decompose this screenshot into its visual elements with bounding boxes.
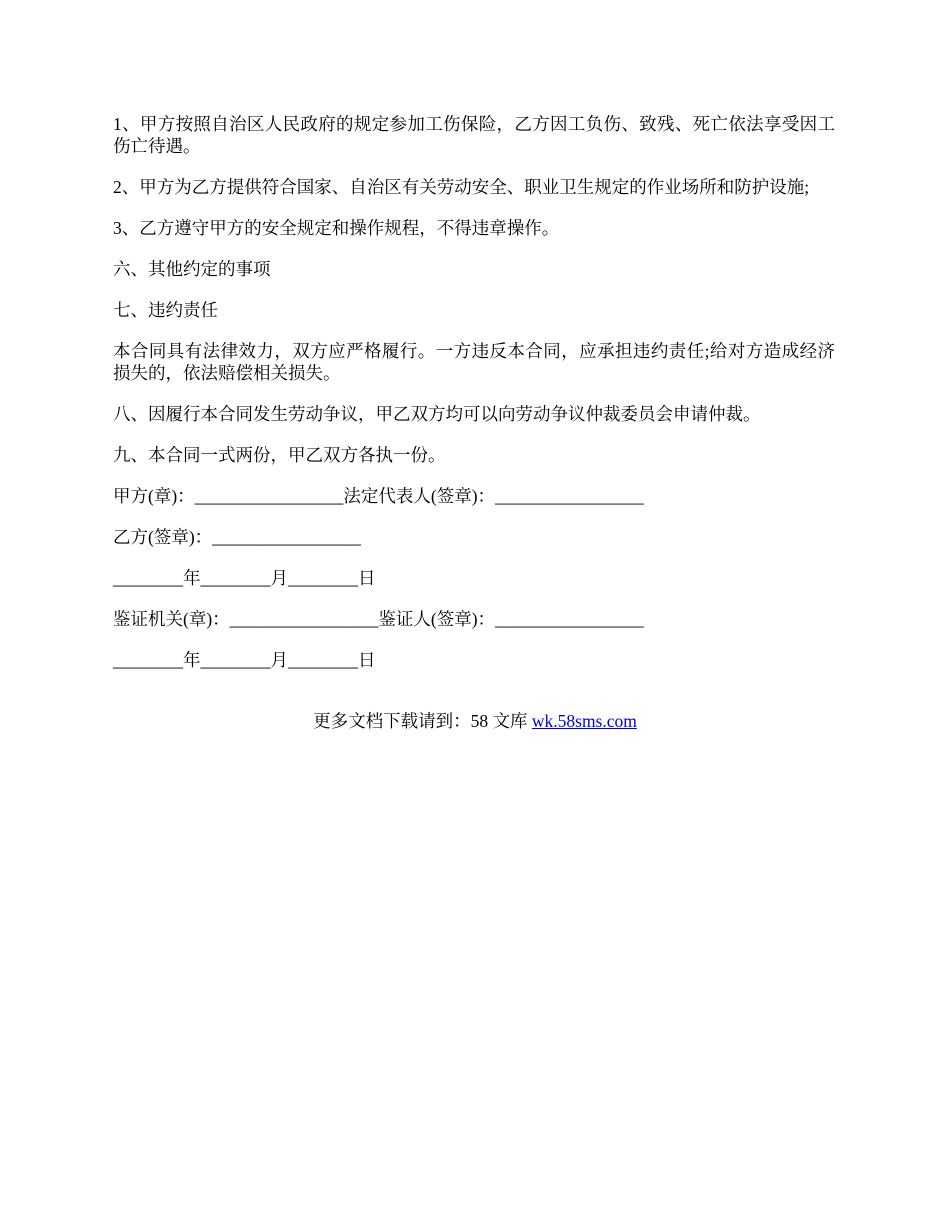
section-dispute: 八、因履行本合同发生劳动争议，甲乙双方均可以向劳动争议仲裁委员会申请仲裁。 bbox=[113, 404, 761, 424]
signature-party-a: 甲方(章)：_________________法定代表人(签章)：_________________ bbox=[113, 486, 644, 506]
download-footer bbox=[0, 710, 950, 732]
signature-date-1: ________年________月________日 bbox=[113, 568, 376, 588]
signature-party-b: 乙方(签章)：_________________ bbox=[113, 527, 361, 547]
footer-prefix: 更多文档下载请到：58 文库 bbox=[313, 711, 532, 731]
clause-injury-insurance: 1、甲方按照自治区人民政府的规定参加工伤保险，乙方因工负伤、致残、死亡依法享受因工伤亡待遇。 bbox=[113, 114, 835, 156]
document-body bbox=[113, 113, 835, 690]
section-liability: 七、违约责任 bbox=[113, 300, 218, 320]
clause-workplace-safety: 2、甲方为乙方提供符合国家、自治区有关劳动安全、职业卫生规定的作业场所和防护设施; bbox=[113, 177, 810, 197]
clause-safety-rules: 3、乙方遵守甲方的安全规定和操作规程，不得违章操作。 bbox=[113, 218, 560, 238]
clause-liability-text: 本合同具有法律效力，双方应严格履行。一方违反本合同，应承担违约责任;给对方造成经济损失的，依法赔偿相关损失。 bbox=[113, 341, 835, 383]
section-copies: 九、本合同一式两份，甲乙双方各执一份。 bbox=[113, 445, 446, 465]
section-other-matters: 六、其他约定的事项 bbox=[113, 259, 271, 279]
signature-date-2: ________年________月________日 bbox=[113, 650, 376, 670]
footer-link[interactable]: wk.58sms.com bbox=[531, 711, 637, 731]
signature-authority: 鉴证机关(章)：_________________鉴证人(签章)：_________________ bbox=[113, 609, 644, 629]
